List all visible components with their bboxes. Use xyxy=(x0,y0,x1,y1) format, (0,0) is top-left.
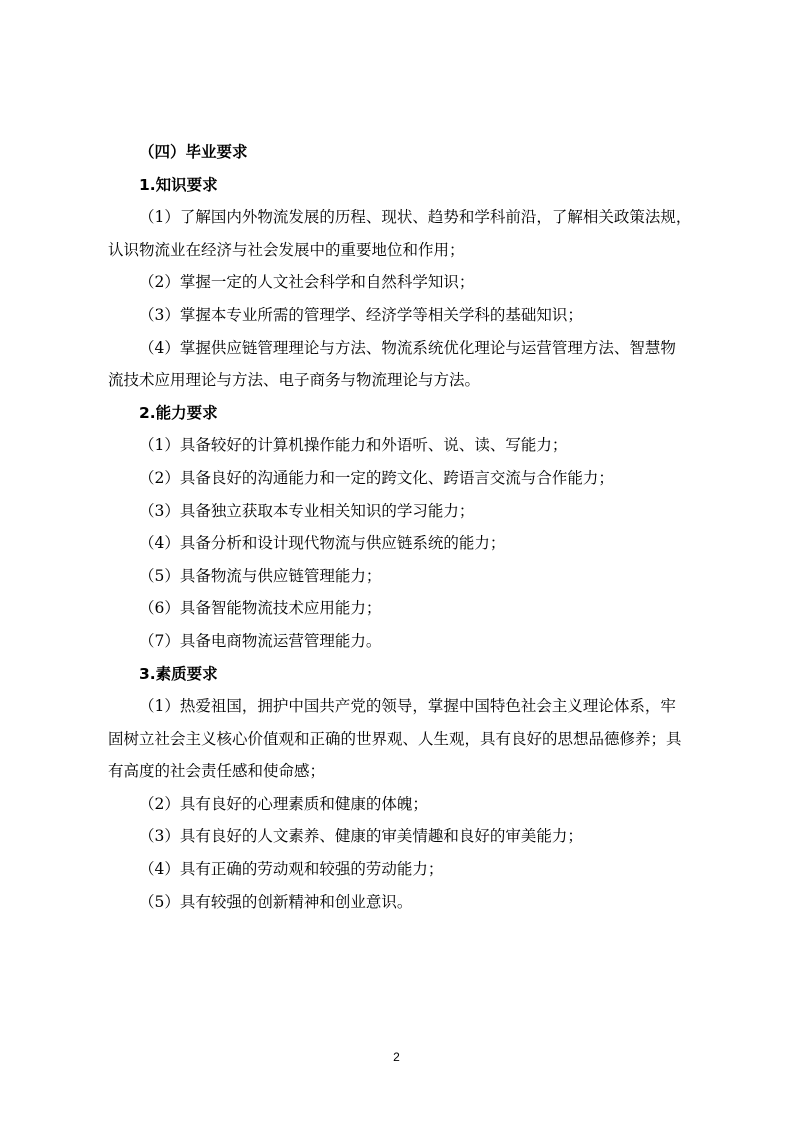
ability-item-6: （6）具备智能物流技术应用能力； xyxy=(139,599,382,618)
ability-item-7: （7）具备电商物流运营管理能力。 xyxy=(139,631,382,650)
knowledge-item-1-line-1: （1）了解国内外物流发展的历程、现状、趋势和学科前沿，了解相关政策法规， xyxy=(139,208,692,227)
section-title: （四）毕业要求 xyxy=(139,143,248,161)
knowledge-title: 1.知识要求 xyxy=(139,175,218,194)
quality-title: 3.素质要求 xyxy=(139,664,218,683)
quality-item-3: （3）具有良好的人文素养、健康的审美情趣和良好的审美能力； xyxy=(139,827,583,846)
quality-item-5: （5）具有较强的创新精神和创业意识。 xyxy=(139,892,413,911)
ability-item-4: （4）具备分析和设计现代物流与供应链系统的能力； xyxy=(139,534,506,553)
ability-item-5: （5）具备物流与供应链管理能力； xyxy=(139,566,382,585)
quality-item-1-line-2: 固树立社会主义核心价值观和正确的世界观、人生观，具有良好的思想品德修养；具 xyxy=(108,729,682,748)
ability-title: 2.能力要求 xyxy=(139,403,218,422)
knowledge-item-4-line-2: 流技术应用理论与方法、电子商务与物流理论与方法。 xyxy=(108,371,481,390)
quality-item-2: （2）具有良好的心理素质和健康的体魄； xyxy=(139,794,428,813)
knowledge-item-4-line-1: （4）掌握供应链管理理论与方法、物流系统优化理论与运营管理方法、智慧物 xyxy=(139,338,676,357)
ability-item-1: （1）具备较好的计算机操作能力和外语听、说、读、写能力； xyxy=(139,436,568,455)
knowledge-item-2: （2）掌握一定的人文社会科学和自然科学知识； xyxy=(139,273,475,292)
quality-item-1-line-1: （1）热爱祖国，拥护中国共产党的领导，掌握中国特色社会主义理论体系，牢 xyxy=(139,697,676,716)
knowledge-item-3: （3）掌握本专业所需的管理学、经济学等相关学科的基础知识； xyxy=(139,305,583,324)
page-number: 2 xyxy=(393,1050,400,1064)
quality-item-1-line-3: 有高度的社会责任感和使命感； xyxy=(108,762,326,781)
ability-item-3: （3）具备独立获取本专业相关知识的学习能力； xyxy=(139,501,475,520)
quality-item-4: （4）具有正确的劳动观和较强的劳动能力； xyxy=(139,860,444,879)
document-body xyxy=(108,142,692,924)
ability-item-2: （2）具备良好的沟通能力和一定的跨文化、跨语言交流与合作能力； xyxy=(139,468,614,487)
knowledge-item-1-line-2: 认识物流业在经济与社会发展中的重要地位和作用； xyxy=(108,240,465,259)
